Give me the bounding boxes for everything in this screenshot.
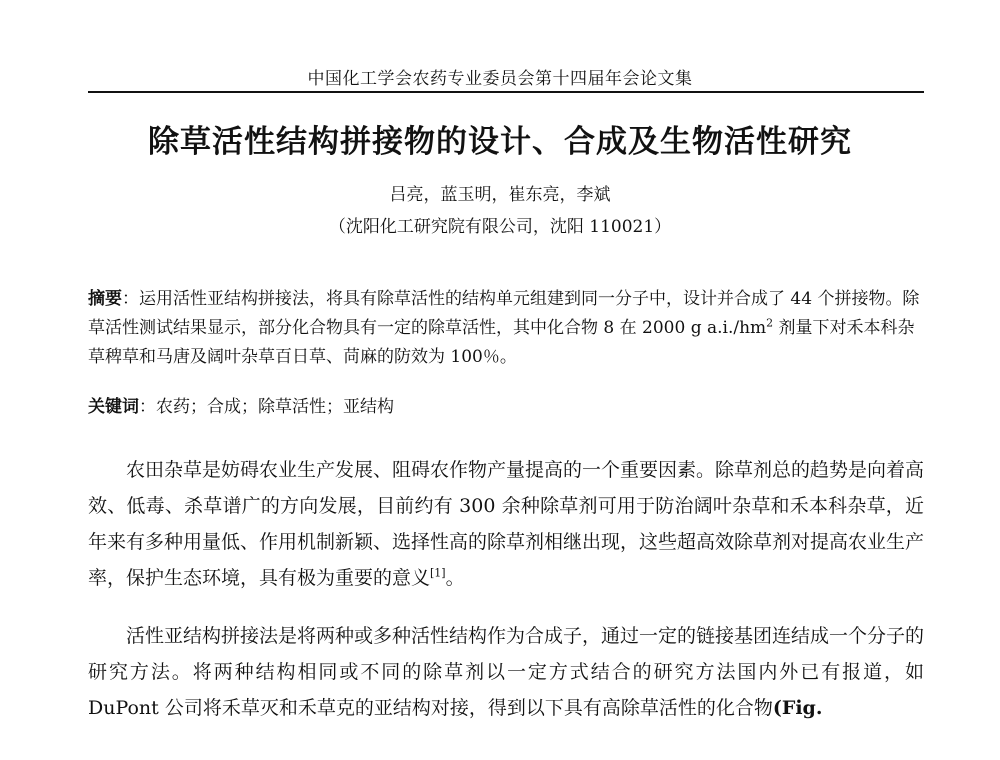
header-rule [88,91,924,93]
body-paragraph-2 [88,618,924,726]
paragraph-end: 。 [445,567,465,589]
abstract-text: ：运用活性亚结构拼接法，将具有除草活性的结构单元组建到同一分子中，设计并合成了 44 个拼接物。除草活性测试结果显示，部分化合物具有一定的除草活性，其中化合物 8 在 2000 g a.i./hm [88,289,920,338]
running-header: 中国化工学会农药专业委员会第十四届年会论文集 [307,69,693,89]
citation-ref[interactable]: [1] [430,566,446,580]
paragraph-text: 农田杂草是妨碍农业生产发展、阻碍农作物产量提高的一个重要因素。除草剂总的趋势是向着高效、低毒、杀草谱广的方向发展，目前约有 300 余种除草剂可用于防治阔叶杂草和禾本科杂草，近年来有多种用量低、作用机制新颖、选择性高的除草剂相继出现，这些超高效除草剂对提高农业生产率，保护生态环境，具有极为重要的意义 [88,459,925,589]
keywords-text: ：农药；合成；除草活性；亚结构 [139,397,394,417]
abstract [88,285,924,372]
abstract-label: 摘要 [88,289,122,309]
unit-superscript: 2 [766,316,774,330]
paper-title: 除草活性结构拼接物的设计、合成及生物活性研究 [148,124,852,160]
abstract-text-end: 剂量下对禾本科杂草稗草和马唐及阔叶杂草百日草、苘麻的防效为 100％。 [88,318,915,367]
affiliation: （沈阳化工研究院有限公司，沈阳 110021） [328,217,672,237]
paragraph-text: 活性亚结构拼接法是将两种或多种活性结构作为合成子，通过一定的链接基团连结成一个分子的研究方法。将两种结构相同或不同的除草剂以一定方式结合的研究方法国内外已有报道，如 DuPont 公司将禾草灭和禾草克的亚结构对接，得到以下具有高除草活性的化合物 [88,625,925,719]
body-paragraph-1 [88,452,924,596]
keywords [88,395,924,419]
author-list: 吕亮，蓝玉明，崔东亮，李斌 [389,185,611,205]
figure-ref[interactable]: (Fig. [772,697,823,719]
keywords-label: 关键词 [88,397,139,417]
